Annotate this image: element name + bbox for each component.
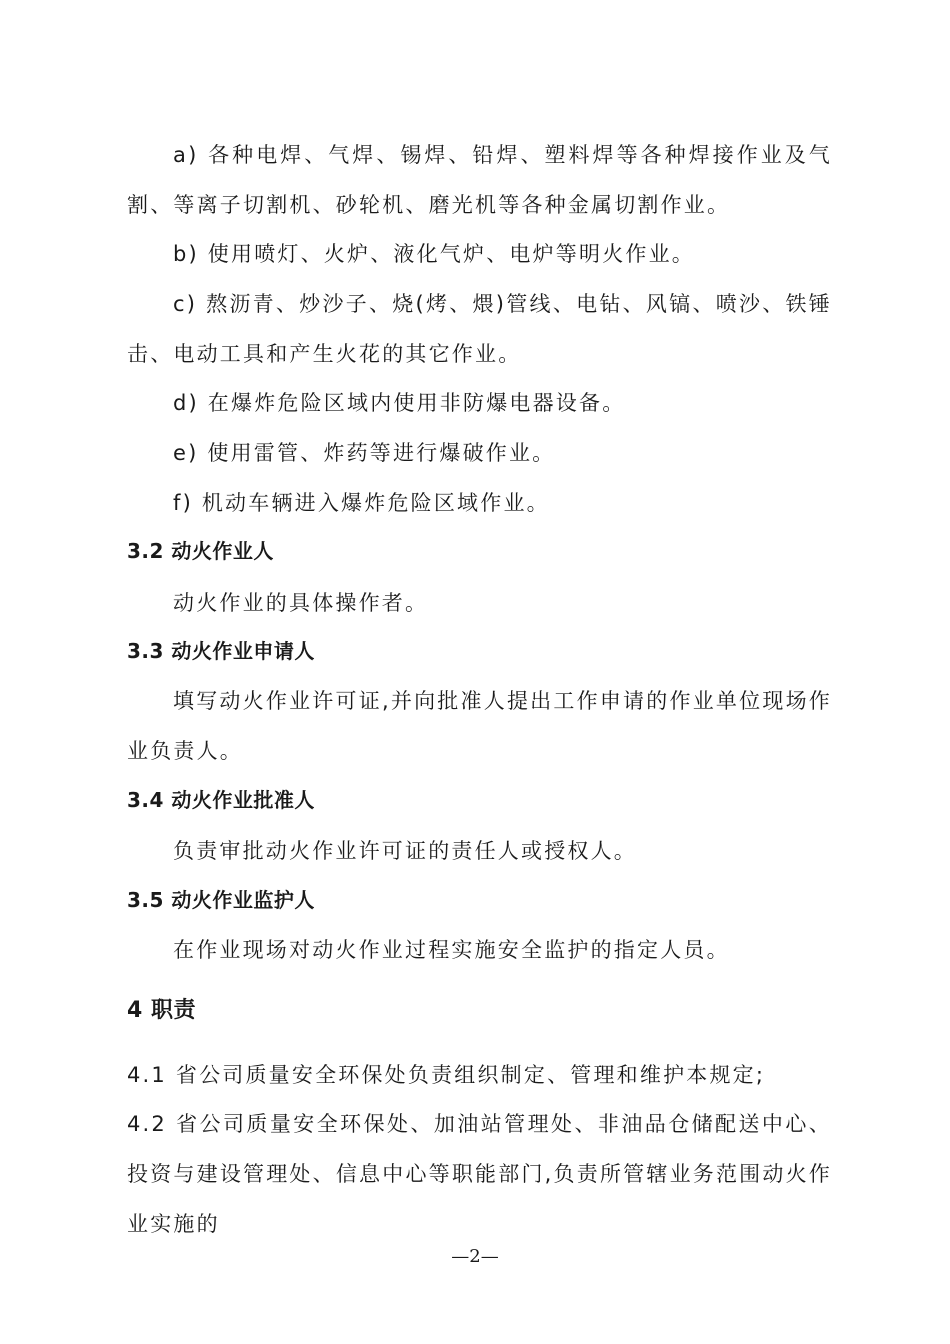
section-3-5-heading: 3.5 动火作业监护人: [127, 888, 315, 912]
page-number: —2—: [451, 1246, 499, 1267]
item-f-paragraph: f) 机动车辆进入爆炸危险区域作业。: [173, 491, 550, 515]
section-3-5-body: 在作业现场对动火作业过程实施安全监护的指定人员。: [173, 938, 730, 962]
item-e-paragraph: e) 使用雷管、炸药等进行爆破作业。: [173, 441, 556, 465]
section-4-1-paragraph: 4.1 省公司质量安全环保处负责组织制定、管理和维护本规定;: [127, 1063, 766, 1087]
section-3-3-body: 填写动火作业许可证,并向批准人提出工作申请的作业单位现场作业负责人。: [127, 689, 832, 763]
section-4-2-paragraph: 4.2 省公司质量安全环保处、加油站管理处、非油品仓储配送中心、投资与建设管理处、信息中心等职能部门,负责所管辖业务范围动火作业实施的: [127, 1112, 832, 1236]
section-4-heading: 4 职责: [127, 998, 196, 1023]
section-3-3-heading: 3.3 动火作业申请人: [127, 639, 315, 663]
item-a-paragraph: a) 各种电焊、气焊、锡焊、铅焊、塑料焊等各种焊接作业及气割、等离子切割机、砂轮机、磨光机等各种金属切割作业。: [127, 143, 832, 217]
item-d-paragraph: d) 在爆炸危险区域内使用非防爆电器设备。: [173, 391, 626, 415]
item-b-paragraph: b) 使用喷灯、火炉、液化气炉、电炉等明火作业。: [173, 242, 695, 266]
section-3-2-body: 动火作业的具体操作者。: [173, 591, 429, 615]
section-3-2-heading: 3.2 动火作业人: [127, 539, 274, 563]
item-c-paragraph: c) 熬沥青、炒沙子、烧(烤、煨)管线、电钻、风镐、喷沙、铁锤击、电动工具和产生火花的其它作业。: [127, 292, 832, 366]
section-3-4-heading: 3.4 动火作业批准人: [127, 788, 315, 812]
section-3-4-body: 负责审批动火作业许可证的责任人或授权人。: [173, 839, 637, 863]
